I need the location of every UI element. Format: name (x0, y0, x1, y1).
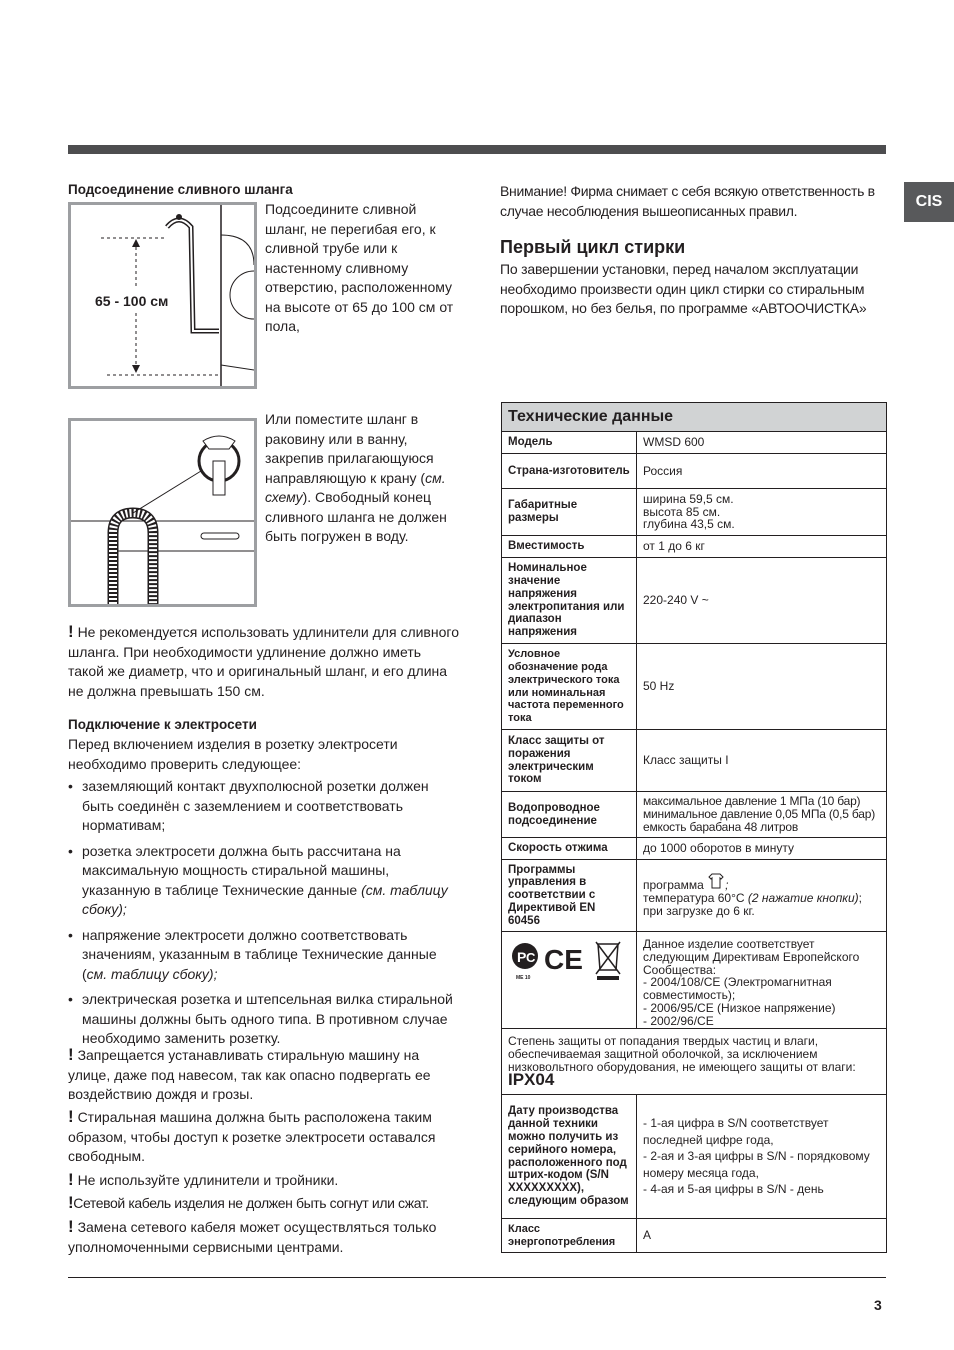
program-load: при загрузке до 6 кг. (643, 903, 755, 918)
list-item (68, 842, 460, 920)
row-value: Россия (637, 454, 887, 489)
table-row (502, 432, 887, 454)
table-row (502, 536, 887, 558)
table-row (502, 644, 887, 730)
service-warning-text: Замена сетевого кабеля может осуществляться только уполномоченными сервисными центрами. (68, 1219, 437, 1255)
program-temp: температура 60°С (643, 891, 745, 906)
drain-height-figure (68, 202, 257, 389)
ip-rating-cell (502, 1029, 887, 1095)
cotton-program-icon (707, 873, 725, 889)
serial-rule-2: - 2-ая и 3-ая цифры в S/N - порядковому номеру месяца года, (643, 1149, 870, 1180)
access-warning (68, 1107, 460, 1167)
serial-rule-1: - 1-ая цифра в S/N соответствует последней цифре года, (643, 1116, 829, 1147)
row-label: Номинальное значение напряжения электропитания или диапазон напряжения (502, 558, 637, 644)
row-label: Класс энергопотребления (502, 1219, 637, 1253)
row-value (637, 932, 887, 1029)
table-row (502, 1219, 887, 1253)
table-row (502, 489, 887, 536)
electric-checklist (68, 777, 460, 1055)
svg-text:P: P (517, 949, 527, 965)
row-value (637, 489, 887, 536)
row-label: Скорость отжима (502, 838, 637, 860)
outdoor-warning (68, 1045, 460, 1105)
bullet-3-text: напряжение электросети должно соответствовать значениям, указанным в таблице Технические данные ( (82, 926, 437, 982)
row-value: 50 Hz (637, 644, 887, 730)
table-row (502, 932, 887, 1029)
warning-icon: ! (68, 1170, 74, 1189)
drain-text-2 (265, 410, 460, 547)
row-label: Дату производства данной техники можно получить из серийного номера, расположенного под штрих-кодом (S/N XXXXXXXXX), следующим образом (502, 1095, 637, 1219)
sink-hose-illustration (71, 421, 254, 604)
table-row (502, 454, 887, 489)
ip-text: Степень защиты от попадания твердых частиц и влаги, обеспечиваемая защитной оболочкой, за исключением низковольтного оборудования, не имеющего защиты от влаги: (508, 1034, 856, 1074)
table-row (502, 730, 887, 792)
bullet-2-text: розетка электросети должна быть рассчитана на максимальную мощность стиральной машины, указанную в таблице Технические данные (82, 842, 401, 898)
water-min: минимальное давление 0,05 МПа (0,5 бар) (643, 807, 876, 822)
table-row (502, 1095, 887, 1219)
row-value: до 1000 оборотов в минуту (637, 838, 887, 860)
liability-notice: Внимание! Фирма снимает с себя всякую ответственность в случае несоблюдения вышеописанных правил. (500, 183, 875, 219)
warning-icon: ! (68, 622, 74, 641)
row-label: Условное обозначение рода электрического тока или номинальная частота переменного тока (502, 644, 637, 730)
row-value: A (637, 1219, 887, 1253)
service-warning (68, 1217, 460, 1257)
tech-table-title: Технические данные (502, 403, 887, 432)
table-row (502, 860, 887, 932)
cert-text: Данное изделие соответствует следующим Директивам Европейского Сообщества: (643, 937, 860, 977)
cert-marks (502, 932, 637, 1029)
drain-text-2a: Или поместите шланг в раковину или в ванну, закрепив прилагающуюся направляющую к крану ( (265, 411, 434, 486)
cable-warning (68, 1193, 468, 1214)
extension-warning (68, 622, 460, 701)
bullet-2-ref: (см. таблицу сбоку); (82, 881, 448, 917)
first-cycle-heading: Первый цикл стирки (500, 237, 686, 257)
table-row (502, 792, 887, 838)
program-label: программа (643, 878, 704, 893)
row-label: Водопроводное подсоединение (502, 792, 637, 838)
extension-warning-text: Не рекомендуется использовать удлинители для сливного шланга. При необходимости удлинение должно иметь такой же диаметр, что и оригинальный шланг, и его длина не должна превышать 150 см. (68, 624, 459, 699)
drain-text-2-ref: см. схему (265, 469, 446, 505)
row-label: Модель (502, 432, 637, 454)
tech-data-table (501, 402, 887, 1253)
serial-rule-3: - 4-ая и 5-ая цифры в S/N - день (643, 1182, 824, 1197)
adapter-warning-text: Не используйте удлинители и тройники. (77, 1172, 339, 1188)
cert-directive-2: - 2006/95/CE (Низкое напряжение) (643, 1000, 836, 1015)
language-tab: CIS (904, 182, 954, 222)
electric-intro: Перед включением изделия в розетку электросети необходимо проверить следующее: (68, 736, 398, 772)
water-max: максимальное давление 1 МПа (10 бар) (643, 794, 861, 809)
list-item (68, 926, 460, 985)
top-rule (68, 145, 886, 154)
sink-hose-figure (68, 418, 257, 607)
bullet-3-ref: см. таблицу сбоку); (86, 965, 218, 982)
certification-logos (508, 938, 626, 982)
drum-capacity: емкость барабана 48 литров (643, 819, 798, 834)
row-value: программа ; температура 60°С (2 нажатие кнопки); при загрузке до 6 кг. (637, 860, 887, 932)
dims-width: ширина 59,5 см. (643, 491, 734, 506)
height-label: 65 - 100 см (95, 293, 169, 309)
bottom-rule (68, 1277, 886, 1278)
row-value: 220-240 V ~ (637, 558, 887, 644)
row-label: Вместимость (502, 536, 637, 558)
list-item: • заземляющий контакт двухполюсной розетки должен быть соединён с заземлением и соответствовать нормативам; (68, 777, 460, 836)
rst-mark-code: МЕ 10 (516, 975, 531, 981)
row-label: Программы управления в соответствии с Директивой EN 60456 (502, 860, 637, 932)
warning-icon: ! (68, 1217, 74, 1236)
table-row (502, 558, 887, 644)
outdoor-warning-text: Запрещается устанавливать стиральную машину на улице, даже под навесом, так как опасно подвергать ее воздействию дождя и грозы. (68, 1047, 431, 1102)
row-value: от 1 до 6 кг (637, 536, 887, 558)
cable-warning-text: Сетевой кабель изделия не должен быть согнут или сжат. (73, 1195, 429, 1211)
warning-icon: ! (68, 1107, 74, 1126)
cert-directive-1: - 2004/108/CE (Электромагнитная совместимость); (643, 975, 832, 1003)
ip-code: IPX04 (508, 1069, 555, 1089)
adapter-warning (68, 1170, 460, 1191)
page-number: 3 (874, 1297, 882, 1313)
table-row (502, 1029, 887, 1095)
row-label: Габаритные размеры (502, 489, 637, 536)
svg-text:C: C (526, 950, 536, 965)
access-warning-text: Стиральная машина должна быть расположена таким образом, чтобы доступ к розетке электросети оставался свободным. (68, 1109, 436, 1164)
warning-icon: ! (68, 1193, 74, 1212)
drain-text-1: Подсоедините сливной шланг, не перегибая его, к сливной трубе или к настенному сливному отверстию, расположенному на высоте от 65 до 100 см от пола, (265, 201, 454, 334)
first-cycle-text: По завершении установки, перед началом эксплуатации необходимо произвести один цикл стирки со стиральным порошком, но без белья, по программе «АВТООЧИСТКА» (500, 261, 867, 316)
cert-directive-3: - 2002/96/CE (643, 1013, 714, 1028)
table-row (502, 838, 887, 860)
row-value: WMSD 600 (637, 432, 887, 454)
row-label: Страна-изготовитель (502, 454, 637, 489)
row-value: Класс защиты I (637, 730, 887, 792)
dims-depth: глубина 43,5 см. (643, 517, 735, 532)
program-press-note: (2 нажатие кнопки) (747, 891, 859, 906)
electric-heading: Подключение к электросети (68, 717, 257, 732)
ce-mark-icon: CE (544, 944, 583, 975)
warning-icon: ! (68, 1045, 74, 1064)
row-label: Класс защиты от поражения электрическим током (502, 730, 637, 792)
dims-height: высота 85 см. (643, 504, 721, 519)
drain-text-2b: ). Свободный конец сливного шланга не должен быть погружен в воду. (265, 489, 447, 544)
drain-hose-heading: Подсоединение сливного шланга (68, 182, 293, 197)
row-value (637, 1095, 887, 1219)
row-value (637, 792, 887, 838)
list-item: • электрическая розетка и штепсельная вилка стиральной машины должны быть одного типа. В противном случае необходимо заменить розетку. (68, 990, 460, 1049)
